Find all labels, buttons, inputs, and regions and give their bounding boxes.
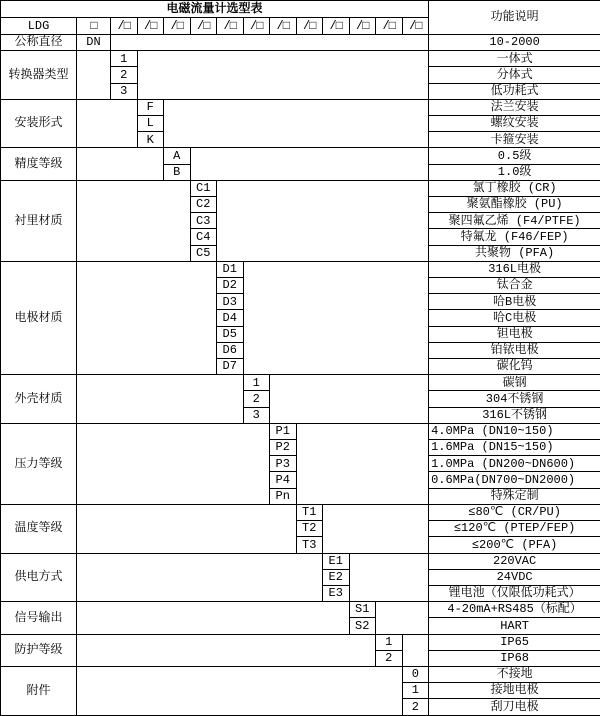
spacer-cell [164, 99, 429, 148]
title-row [1, 1, 600, 18]
option-description: 特殊定制 [429, 488, 600, 504]
option-description: 哈C电极 [429, 310, 600, 326]
spacer-cell [77, 553, 323, 602]
model-slash-box: /□ [217, 18, 244, 35]
spacer-cell [77, 423, 270, 504]
option-code: P3 [270, 456, 297, 472]
option-description: HART [429, 618, 600, 634]
option-code: C3 [190, 213, 217, 229]
option-description: 分体式 [429, 67, 600, 83]
option-description: 220VAC [429, 553, 600, 569]
option-code: P1 [270, 423, 297, 439]
model-slash-box: /□ [402, 18, 429, 35]
option-description: 卡箍安装 [429, 132, 600, 148]
model-slash-box: /□ [376, 18, 403, 35]
option-description: 4.0MPa (DN10~150) [429, 423, 600, 439]
category-label: 精度等级 [1, 148, 77, 180]
option-code: D2 [217, 278, 244, 294]
option-code: D7 [217, 359, 244, 375]
option-code: 1 [376, 634, 403, 650]
option-row [1, 180, 600, 196]
option-code: P4 [270, 472, 297, 488]
category-label: 电极材质 [1, 261, 77, 374]
option-code: L [137, 116, 164, 132]
option-code: S1 [349, 602, 376, 618]
spacer-cell [323, 504, 429, 553]
option-description: 0.6MPa(DN700~DN2000) [429, 472, 600, 488]
option-code: A [164, 148, 191, 164]
category-label: 防护等级 [1, 634, 77, 666]
option-description: 共聚物 (PFA) [429, 245, 600, 261]
option-code: D1 [217, 261, 244, 277]
option-description: IP68 [429, 650, 600, 666]
option-description: ≤80℃ (CR/PU) [429, 504, 600, 520]
category-label: 温度等级 [1, 504, 77, 553]
page-title: 电磁流量计选型表 [1, 1, 429, 18]
option-description: 聚四氟乙烯 (F4/PTFE) [429, 213, 600, 229]
option-description: 碳化钨 [429, 359, 600, 375]
option-description: 1.0MPa (DN200~DN600) [429, 456, 600, 472]
model-slash-box: /□ [349, 18, 376, 35]
model-prefix: LDG [1, 18, 77, 35]
spacer-cell [243, 261, 429, 374]
option-code: C1 [190, 180, 217, 196]
option-description: ≤120℃ (PTEP/FEP) [429, 521, 600, 537]
option-row [1, 602, 600, 618]
spacer-cell [77, 261, 217, 374]
option-description: 钛合金 [429, 278, 600, 294]
option-code: K [137, 132, 164, 148]
option-description: 特氟龙 (F46/FEP) [429, 229, 600, 245]
option-description: 一体式 [429, 51, 600, 67]
model-base-box: □ [77, 18, 111, 35]
option-code: P2 [270, 440, 297, 456]
option-description: 聚氨酯橡胶 (PU) [429, 197, 600, 213]
spacer-cell [349, 553, 429, 602]
spacer-cell [77, 180, 191, 261]
spacer-cell [77, 602, 350, 634]
option-code: D5 [217, 326, 244, 342]
option-code: 2 [243, 391, 270, 407]
model-slash-box: /□ [111, 18, 138, 35]
option-description: 304不锈钢 [429, 391, 600, 407]
option-code: 1 [243, 375, 270, 391]
option-description: 法兰安装 [429, 99, 600, 115]
option-code: 3 [111, 83, 138, 99]
option-code: 2 [376, 650, 403, 666]
option-description: 螺纹安装 [429, 116, 600, 132]
option-description: 1.6MPa (DN15~150) [429, 440, 600, 456]
option-description: 刮刀电极 [429, 699, 600, 716]
model-slash-box: /□ [323, 18, 350, 35]
option-code: DN [77, 35, 111, 51]
option-code: T3 [296, 537, 323, 553]
option-description: 4-20mA+RS485（标配） [429, 602, 600, 618]
option-description: 低功耗式 [429, 83, 600, 99]
category-label: 供电方式 [1, 553, 77, 602]
option-description: 1.0级 [429, 164, 600, 180]
model-slash-box: /□ [296, 18, 323, 35]
option-code: D4 [217, 310, 244, 326]
category-label: 公称直径 [1, 35, 77, 51]
spacer-cell [190, 148, 429, 180]
option-row [1, 375, 600, 391]
option-row [1, 666, 600, 682]
option-code: 3 [243, 407, 270, 423]
option-code: S2 [349, 618, 376, 634]
function-column-header: 功能说明 [429, 1, 600, 35]
category-label: 附件 [1, 666, 77, 715]
model-slash-box: /□ [190, 18, 217, 35]
option-description: 锂电池（仅限低功耗式） [429, 585, 600, 601]
option-row [1, 553, 600, 569]
option-code: C4 [190, 229, 217, 245]
option-description: 铂铱电极 [429, 342, 600, 358]
option-code: 2 [402, 699, 429, 716]
category-label: 安装形式 [1, 99, 77, 148]
option-code: 2 [111, 67, 138, 83]
spacer-cell [77, 504, 297, 553]
spacer-cell [217, 180, 429, 261]
option-code: F [137, 99, 164, 115]
option-row [1, 504, 600, 520]
spacer-cell [376, 602, 429, 634]
spacer-cell [111, 35, 429, 51]
category-label: 外壳材质 [1, 375, 77, 424]
category-label: 衬里材质 [1, 180, 77, 261]
option-code: D6 [217, 342, 244, 358]
dn-row [1, 35, 600, 51]
option-description: 钽电极 [429, 326, 600, 342]
option-description: 316L电极 [429, 261, 600, 277]
option-description: 不接地 [429, 666, 600, 682]
option-description: ≤200℃ (PFA) [429, 537, 600, 553]
spacer-cell [77, 148, 164, 180]
model-slash-box: /□ [164, 18, 191, 35]
option-description: 0.5级 [429, 148, 600, 164]
option-code: 1 [402, 683, 429, 699]
option-code: C2 [190, 197, 217, 213]
spacer-cell [77, 375, 244, 424]
option-row [1, 99, 600, 115]
spacer-cell [270, 375, 429, 424]
spacer-cell [77, 634, 376, 666]
option-code: 1 [111, 51, 138, 67]
option-row [1, 51, 600, 67]
spacer-cell [77, 51, 111, 100]
model-slash-box: /□ [270, 18, 297, 35]
spacer-cell [77, 99, 138, 148]
spacer-cell [137, 51, 429, 100]
option-code: T1 [296, 504, 323, 520]
option-code: D3 [217, 294, 244, 310]
option-row [1, 148, 600, 164]
option-description: 哈B电极 [429, 294, 600, 310]
model-slash-box: /□ [243, 18, 270, 35]
option-row [1, 634, 600, 650]
option-description: 10-2000 [429, 35, 600, 51]
option-code: E3 [323, 585, 350, 601]
option-row [1, 423, 600, 439]
category-label: 压力等级 [1, 423, 77, 504]
spacer-cell [402, 634, 429, 666]
category-label: 信号输出 [1, 602, 77, 634]
option-description: 24VDC [429, 569, 600, 585]
option-row [1, 261, 600, 277]
option-description: IP65 [429, 634, 600, 650]
option-code: T2 [296, 521, 323, 537]
option-code: B [164, 164, 191, 180]
spacer-cell [296, 423, 429, 504]
option-description: 氯丁橡胶 (CR) [429, 180, 600, 196]
option-code: C5 [190, 245, 217, 261]
option-code: Pn [270, 488, 297, 504]
option-description: 碳钢 [429, 375, 600, 391]
option-description: 316L不锈钢 [429, 407, 600, 423]
model-slash-box: /□ [137, 18, 164, 35]
option-code: E1 [323, 553, 350, 569]
option-code: 0 [402, 666, 429, 682]
option-code: E2 [323, 569, 350, 585]
option-description: 接地电极 [429, 683, 600, 699]
category-label: 转换器类型 [1, 51, 77, 100]
spacer-cell [77, 666, 403, 715]
